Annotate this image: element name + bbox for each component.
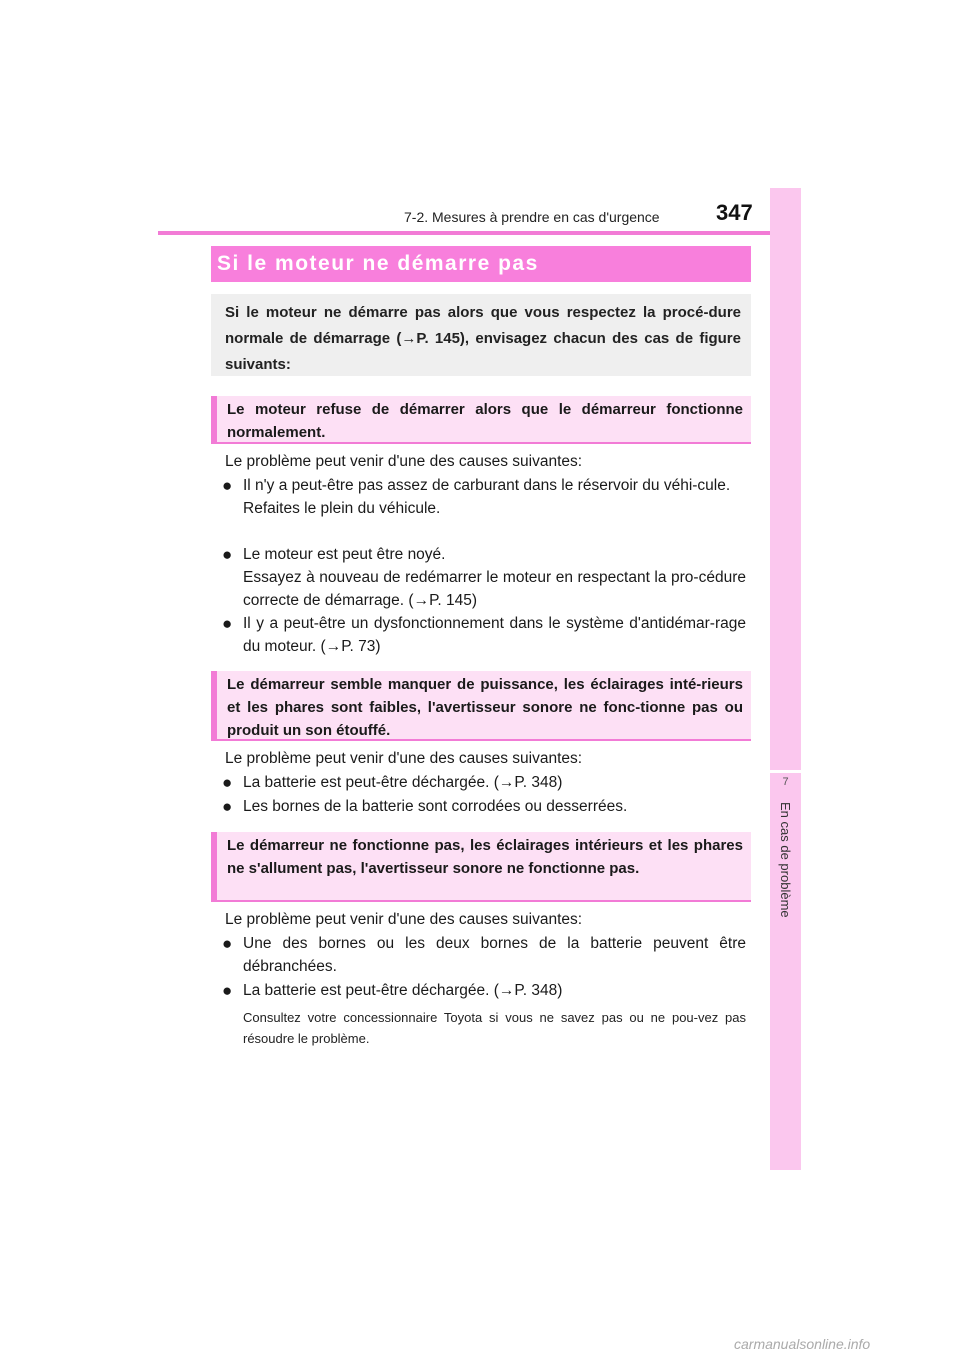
intro-box: Si le moteur ne démarre pas alors que vous respectez la procé-dure normale de démarrage (→P. 145), envisagez chacun des cas de figure suivants: xyxy=(211,294,751,376)
list-item xyxy=(222,771,746,794)
section-heading-3: Le démarreur ne fonctionne pas, les éclairages intérieurs et les phares ne s'allument pas, l'avertisseur sonore ne fonctionne pas. xyxy=(211,832,751,902)
list-item xyxy=(222,474,746,520)
page-title: Si le moteur ne démarre pas xyxy=(211,246,751,282)
section-lead-3: Le problème peut venir d'une des causes suivantes: xyxy=(225,911,583,928)
section-lead-2: Le problème peut venir d'une des causes suivantes: xyxy=(225,750,583,767)
chapter-label: En cas de problème xyxy=(778,802,793,918)
bullet-icon: ● xyxy=(222,545,233,564)
side-tab-upper xyxy=(770,188,801,773)
bullet-icon: ● xyxy=(222,614,233,633)
list-item-text: Il y a peut-être un dysfonctionnement dans le système d'antidémar-rage du moteur. (→P. 73) xyxy=(243,615,746,655)
bullet-icon: ● xyxy=(222,476,233,495)
bullet-icon: ● xyxy=(222,797,233,816)
list-item xyxy=(222,979,746,1002)
list-item xyxy=(222,612,746,658)
list-item xyxy=(222,932,746,978)
section-lead-1: Le problème peut venir d'une des causes suivantes: xyxy=(225,453,583,470)
header-section-title: 7-2. Mesures à prendre en cas d'urgence xyxy=(404,209,660,225)
list-item-text: Les bornes de la batterie sont corrodées ou desserrées. xyxy=(243,798,628,815)
header-rule xyxy=(158,231,800,235)
bullet-icon: ● xyxy=(222,934,233,953)
list-item-detail: Essayez à nouveau de redémarrer le moteur en respectant la pro-cédure correcte de démarrage. (→P. 145) xyxy=(243,569,746,609)
list-item xyxy=(222,795,746,818)
section-heading-2: Le démarreur semble manquer de puissance, les éclairages inté-rieurs et les phares sont faibles, l'avertisseur sonore ne fonc-tionne pas ou produit un son étouffé. xyxy=(211,671,751,741)
chapter-number: 7 xyxy=(782,776,789,788)
chapter-side-tab xyxy=(770,188,801,1170)
list-item-text: Il n'y a peut-être pas assez de carburant dans le réservoir du véhi-cule. xyxy=(243,477,731,494)
bullet-icon: ● xyxy=(222,773,233,792)
list-item-detail: Refaites le plein du véhicule. xyxy=(243,500,441,517)
list-item-text: Une des bornes ou les deux bornes de la batterie peuvent être débranchées. xyxy=(243,935,746,975)
section-heading-1: Le moteur refuse de démarrer alors que le démarreur fonctionne normalement. xyxy=(211,396,751,444)
dealer-note: Consultez votre concessionnaire Toyota si vous ne savez pas ou ne pou-vez pas résoudre le problème. xyxy=(243,1010,746,1046)
list-item-text: La batterie est peut-être déchargée. (→P. 348) xyxy=(243,774,563,791)
bullet-icon: ● xyxy=(222,981,233,1000)
list-item-text: Le moteur est peut être noyé. xyxy=(243,546,446,563)
list-item-text: La batterie est peut-être déchargée. (→P. 348) xyxy=(243,982,563,999)
watermark: carmanualsonline.info xyxy=(734,1336,871,1352)
page-number: 347 xyxy=(716,200,753,225)
list-item xyxy=(222,543,746,612)
